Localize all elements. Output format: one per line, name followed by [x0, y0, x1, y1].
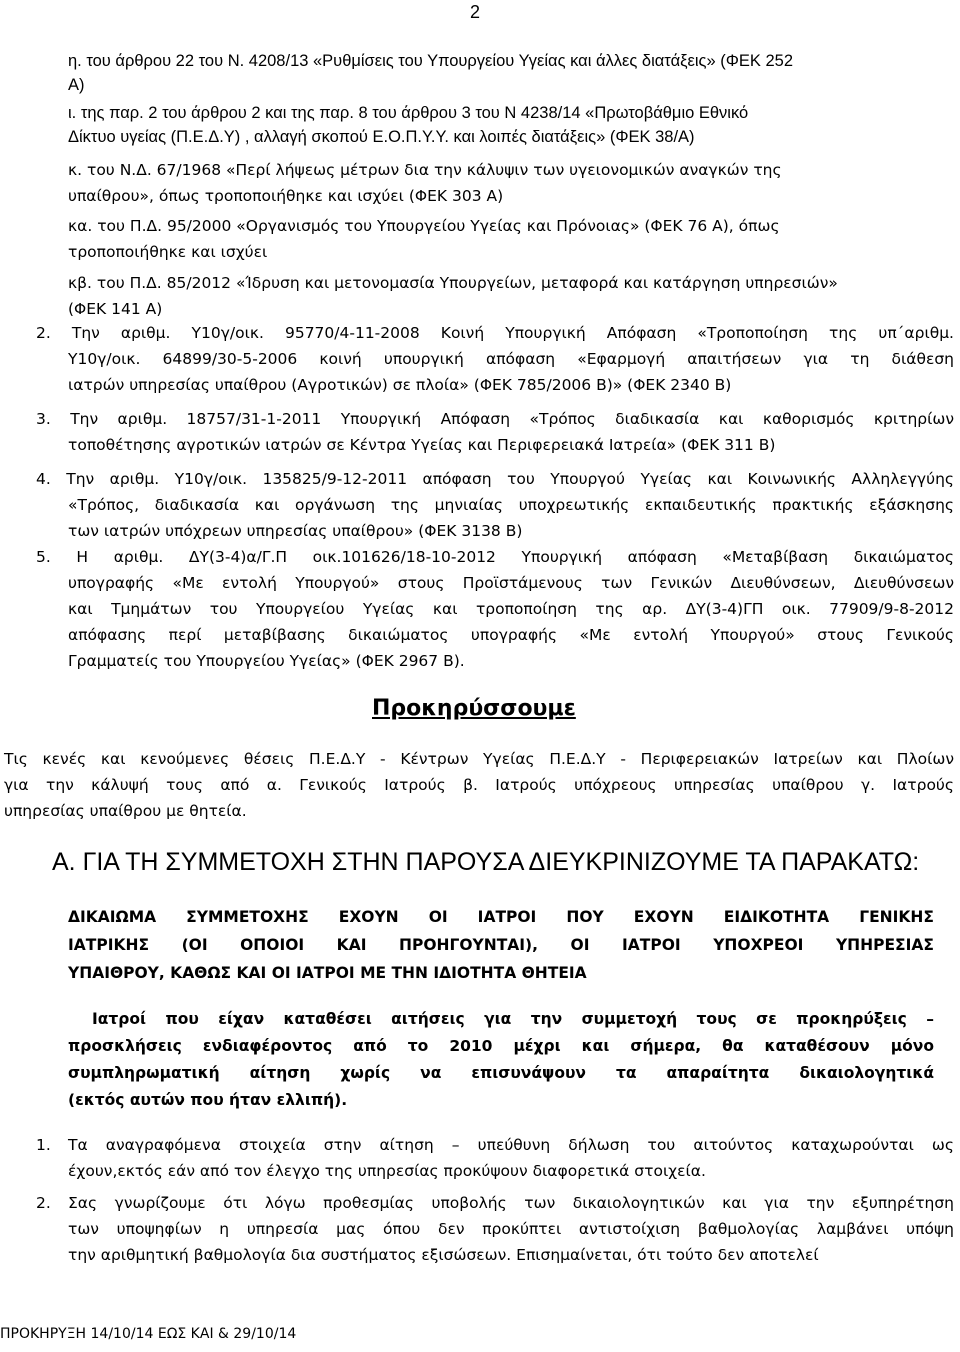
- decree-line-5: κβ. του Π.Δ. 85/2012 «Ίδρυση και μετονομασία Υπουργείων, μεταφορά και κατάργηση υπηρεσιών»: [68, 274, 838, 292]
- list-item-1-line-2: έχουν,εκτός εάν από τον έλεγχο της υπηρεσίας προκύψουν διαφορετικά στοιχεία.: [68, 1162, 706, 1180]
- list-item-2-line-3: την αριθμητική βαθμολογία δια συστήματος εξισώσεων. Επισημαίνεται, ότι τούτο δεν αποτελεί: [68, 1246, 819, 1264]
- intro-line-4: Δίκτυο υγείας (Π.Ε.Δ.Υ) , αλλαγή σκοπού Ε.Ο.Π.Υ.Υ. και λοιπές διατάξεις» (ΦΕΚ 38/Α): [68, 128, 695, 146]
- decision-line-1: 2. Την αριθμ. Υ10γ/οικ. 95770/4-11-2008 Κοινή Υπουργική Απόφαση «Τροποποίηση της υπ΄αριθμ.: [36, 324, 954, 342]
- proclamation-title: Προκηρύσσουμε: [372, 696, 576, 721]
- proclamation-line-2: για την κάλυψή τους από α. Γενικούς Ιατρούς β. Ιατρούς υπόχρεους υπηρεσίας υπαίθρου γ. Ιατρούς: [4, 776, 954, 794]
- decision-line-11: και Τμημάτων του Υπουργείου Υγείας και τροποποίηση της αρ. ΔΥ(3-4)ΓΠ οικ. 77909/9-8-2012: [68, 600, 954, 618]
- decision-line-13: Γραμματείς του Υπουργείου Υγείας» (ΦΕΚ 2967 Β).: [68, 652, 465, 670]
- list-item-1-line-1: Τα αναγραφόμενα στοιχεία στην αίτηση – υπεύθυνη δήλωση του αιτούντος καταχωρούνται ως: [68, 1136, 954, 1154]
- list-item-2-line-1: Σας γνωρίζουμε ότι λόγω προθεσμίας υποβολής των δικαιολογητικών και για την εξυπηρέτηση: [68, 1194, 954, 1212]
- decision-line-7: «Τρόπος, διαδικασία και οργάνωση της μηνιαίας υποχρεωτικής εκπαιδευτικής πρακτικής εξάσκησης: [68, 496, 954, 514]
- note-line-4: (εκτός αυτών που ήταν ελλιπή).: [68, 1091, 348, 1109]
- decree-line-6: (ΦΕΚ 141 Α): [68, 300, 163, 318]
- proclamation-line-1: Τις κενές και κενούμενες θέσεις Π.Ε.Δ.Υ - Κέντρων Υγείας Π.Ε.Δ.Υ - Περιφερειακών Ιατρείων και Πλοίων: [4, 750, 954, 768]
- decision-line-12: απόφασης περί μεταβίβασης δικαιώματος υπογραφής «Με εντολή Υπουργού» στους Γενικούς: [68, 626, 954, 644]
- decision-line-10: υπογραφής «Με εντολή Υπουργού» στους Προϊστάμενους των Γενικών Διευθύνσεων, Διευθύνσεων: [68, 574, 954, 592]
- decision-line-2: Υ10γ/οικ. 64899/30-5-2006 κοινή υπουργική απόφαση «Εφαρμογή απαιτήσεων για τη διάθεση: [68, 350, 954, 368]
- page-footer: ΠΡΟΚΗΡΥΞΗ 14/10/14 ΕΩΣ ΚΑΙ & 29/10/14: [0, 1326, 297, 1342]
- decision-line-9: 5. Η αριθμ. ΔΥ(3-4)α/Γ.Π οικ.101626/18-10-2012 Υπουργική απόφαση «Μεταβίβαση δικαιώματος: [36, 548, 954, 566]
- note-line-1: Ιατροί που είχαν καταθέσει αιτήσεις για την συμμετοχή τους σε προκηρύξεις –: [92, 1010, 934, 1028]
- list-item-2-number: 2.: [36, 1194, 51, 1212]
- intro-line-3: ι. της παρ. 2 του άρθρου 2 και της παρ. 8 του άρθρου 3 του Ν 4238/14 «Πρωτοβάθμιο Εθνικό: [68, 104, 749, 122]
- page-number: 2: [470, 2, 481, 22]
- decree-line-3: κα. του Π.Δ. 95/2000 «Οργανισμός του Υπουργείου Υγείας και Πρόνοιας» (ΦΕΚ 76 Α), όπως: [68, 217, 780, 235]
- decree-line-2: υπαίθρου», όπως τροποποιήθηκε και ισχύει (ΦΕΚ 303 Α): [68, 187, 504, 205]
- decree-line-1: κ. του Ν.Δ. 67/1968 «Περί λήψεως μέτρων δια την κάλυψιν των υγειονομικών αναγκών της: [68, 161, 782, 179]
- eligibility-line-3: ΥΠΑΙΘΡΟΥ, ΚΑΘΩΣ ΚΑΙ ΟΙ ΙΑΤΡΟΙ ΜΕ ΤΗΝ ΙΔΙΟΤΗΤΑ ΘΗΤΕΙΑ: [68, 964, 587, 982]
- list-item-1-number: 1.: [36, 1136, 51, 1154]
- list-item-2-line-2: των υποψηφίων η υπηρεσία μας όπου δεν προκύπτει αντιστοίχιση βαθμολογίας λαμβάνει υπόψη: [68, 1220, 954, 1238]
- intro-line-1: η. του άρθρου 22 του Ν. 4208/13 «Ρυθμίσεις του Υπουργείου Υγείας και άλλες διατάξεις» (ΦΕΚ 252: [68, 52, 794, 70]
- decree-line-4: τροποποιήθηκε και ισχύει: [68, 243, 268, 261]
- note-line-2: προσκλήσεις ενδιαφέροντος από το 2010 μέχρι και σήμερα, θα καταθέσουν μόνο: [68, 1037, 934, 1055]
- proclamation-line-3: υπηρεσίας υπαίθρου με θητεία.: [4, 802, 247, 820]
- decision-line-4: 3. Την αριθμ. 18757/31-1-2011 Υπουργική Απόφαση «Τρόπος διαδικασία και καθορισμός κριτηρίων: [36, 410, 954, 428]
- decision-line-8: των ιατρών υπόχρεων υπηρεσίας υπαίθρου» (ΦΕΚ 3138 Β): [68, 522, 523, 540]
- eligibility-line-2: ΙΑΤΡΙΚΗΣ (ΟΙ ΟΠΟΙΟΙ ΚΑΙ ΠΡΟΗΓΟΥΝΤΑΙ), ΟΙ ΙΑΤΡΟΙ ΥΠΟΧΡΕΟΙ ΥΠΗΡΕΣΙΑΣ: [68, 936, 934, 954]
- intro-line-2: Α): [68, 76, 85, 94]
- note-line-3: συμπληρωματική αίτηση χωρίς να επισυνάψουν τα απαραίτητα δικαιολογητικά: [68, 1064, 934, 1082]
- decision-line-5: τοποθέτησης αγροτικών ιατρών σε Κέντρα Υγείας και Περιφερειακά Ιατρεία» (ΦΕΚ 311 Β): [68, 436, 776, 454]
- decision-line-3: ιατρών υπηρεσίας υπαίθρου (Αγροτικών) σε πλοία» (ΦΕΚ 785/2006 Β)» (ΦΕΚ 2340 Β): [68, 376, 732, 394]
- eligibility-line-1: ΔΙΚΑΙΩΜΑ ΣΥΜΜΕΤΟΧΗΣ ΕΧΟΥΝ ΟΙ ΙΑΤΡΟΙ ΠΟΥ ΕΧΟΥΝ ΕΙΔΙΚΟΤΗΤΑ ΓΕΝΙΚΗΣ: [68, 908, 934, 926]
- decision-line-6: 4. Την αριθμ. Υ10γ/οικ. 135825/9-12-2011 απόφαση του Υπουργού Υγείας και Κοινωνικής Αλληλεγγύης: [36, 470, 954, 488]
- section-heading: Α. ΓΙΑ ΤΗ ΣΥΜΜΕΤΟΧΗ ΣΤΗΝ ΠΑΡΟΥΣΑ ΔΙΕΥΚΡΙΝΙΖΟΥΜΕ ΤΑ ΠΑΡΑΚΑΤΩ:: [52, 848, 920, 876]
